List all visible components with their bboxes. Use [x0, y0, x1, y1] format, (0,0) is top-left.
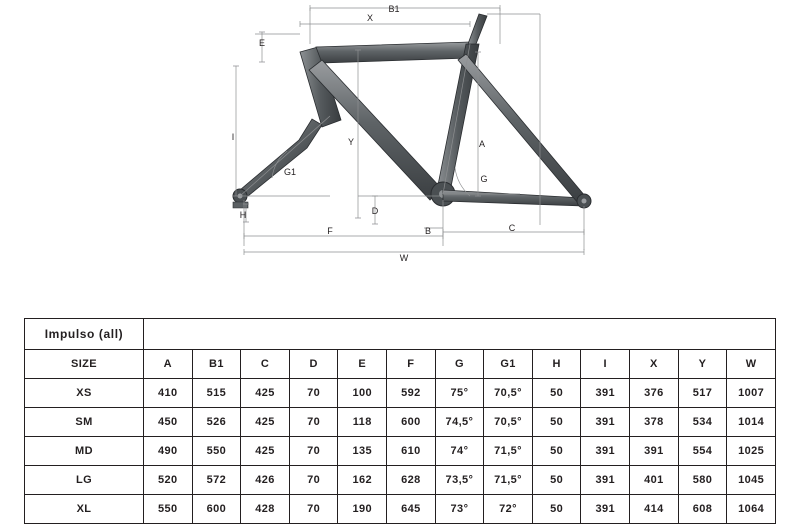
- measure-cell: 526: [192, 408, 241, 437]
- measure-cell: 190: [338, 495, 387, 524]
- label-I: I: [231, 132, 235, 142]
- size-cell: LG: [25, 466, 144, 495]
- measure-cell: 1014: [727, 408, 776, 437]
- measure-cell: 72°: [484, 495, 533, 524]
- measure-cell: 425: [241, 379, 290, 408]
- size-cell: SM: [25, 408, 144, 437]
- column-header: E: [338, 350, 387, 379]
- measure-cell: 554: [678, 437, 727, 466]
- measure-cell: 600: [192, 495, 241, 524]
- column-header: B1: [192, 350, 241, 379]
- measure-cell: 628: [387, 466, 436, 495]
- measure-cell: 425: [241, 437, 290, 466]
- column-header: Y: [678, 350, 727, 379]
- measure-cell: 391: [581, 466, 630, 495]
- measure-cell: 450: [144, 408, 193, 437]
- frame-tubes: [233, 14, 591, 208]
- table-row: [25, 437, 776, 466]
- measure-cell: 378: [630, 408, 679, 437]
- column-header: C: [241, 350, 290, 379]
- measure-cell: 50: [532, 466, 581, 495]
- measure-cell: 592: [387, 379, 436, 408]
- measure-cell: 70,5°: [484, 408, 533, 437]
- measure-cell: 401: [630, 466, 679, 495]
- measure-cell: 162: [338, 466, 387, 495]
- measure-cell: 70: [289, 495, 338, 524]
- measure-cell: 645: [387, 495, 436, 524]
- table-header-row: [25, 350, 776, 379]
- column-header: G1: [484, 350, 533, 379]
- column-header: H: [532, 350, 581, 379]
- measure-cell: 391: [581, 437, 630, 466]
- column-header: I: [581, 350, 630, 379]
- table-row: [25, 408, 776, 437]
- measure-cell: 135: [338, 437, 387, 466]
- measure-cell: 50: [532, 408, 581, 437]
- measure-cell: 74,5°: [435, 408, 484, 437]
- measure-cell: 580: [678, 466, 727, 495]
- column-header: A: [144, 350, 193, 379]
- geometry-table-container: [24, 318, 776, 524]
- label-B1: B1: [388, 4, 400, 14]
- label-A: A: [478, 139, 486, 149]
- measure-cell: 515: [192, 379, 241, 408]
- label-W: W: [399, 253, 409, 263]
- table-row: [25, 379, 776, 408]
- column-header: D: [289, 350, 338, 379]
- measure-cell: 75°: [435, 379, 484, 408]
- measure-cell: 426: [241, 466, 290, 495]
- measure-cell: 100: [338, 379, 387, 408]
- label-E: E: [258, 38, 266, 48]
- measure-cell: 572: [192, 466, 241, 495]
- size-cell: XS: [25, 379, 144, 408]
- measure-cell: 600: [387, 408, 436, 437]
- measure-cell: 50: [532, 437, 581, 466]
- measure-cell: 70: [289, 408, 338, 437]
- measure-cell: 391: [581, 495, 630, 524]
- measure-cell: 50: [532, 495, 581, 524]
- label-Y: Y: [347, 137, 355, 147]
- measure-cell: 71,5°: [484, 437, 533, 466]
- measure-cell: 70: [289, 437, 338, 466]
- table-row: [25, 466, 776, 495]
- measure-cell: 425: [241, 408, 290, 437]
- measure-cell: 70: [289, 379, 338, 408]
- measure-cell: 391: [581, 379, 630, 408]
- measure-cell: 74°: [435, 437, 484, 466]
- measure-cell: 490: [144, 437, 193, 466]
- measure-cell: 608: [678, 495, 727, 524]
- measure-cell: 70: [289, 466, 338, 495]
- measure-cell: 391: [581, 408, 630, 437]
- measure-cell: 517: [678, 379, 727, 408]
- measure-cell: 428: [241, 495, 290, 524]
- label-G1: G1: [283, 167, 297, 177]
- label-X: X: [366, 13, 374, 23]
- measure-cell: 1045: [727, 466, 776, 495]
- table-row: [25, 495, 776, 524]
- label-G: G: [480, 174, 488, 184]
- label-B: B: [424, 226, 432, 236]
- label-C: C: [508, 223, 516, 233]
- label-F: F: [327, 226, 333, 236]
- measure-cell: 410: [144, 379, 193, 408]
- measure-cell: 414: [630, 495, 679, 524]
- label-D: D: [371, 206, 379, 216]
- measure-cell: 550: [192, 437, 241, 466]
- measure-cell: 534: [678, 408, 727, 437]
- measure-cell: 391: [630, 437, 679, 466]
- measure-cell: 50: [532, 379, 581, 408]
- table-title-row: [25, 319, 776, 350]
- measure-cell: 70,5°: [484, 379, 533, 408]
- size-cell: XL: [25, 495, 144, 524]
- column-header: SIZE: [25, 350, 144, 379]
- label-H: H: [239, 210, 247, 220]
- column-header: W: [727, 350, 776, 379]
- measure-cell: 71,5°: [484, 466, 533, 495]
- measure-cell: 376: [630, 379, 679, 408]
- measure-cell: 73,5°: [435, 466, 484, 495]
- size-cell: MD: [25, 437, 144, 466]
- measure-cell: 1007: [727, 379, 776, 408]
- measure-cell: 550: [144, 495, 193, 524]
- measure-cell: 1025: [727, 437, 776, 466]
- measure-cell: 73°: [435, 495, 484, 524]
- measure-cell: 520: [144, 466, 193, 495]
- column-header: G: [435, 350, 484, 379]
- measure-cell: 118: [338, 408, 387, 437]
- table-title: Impulso (all): [25, 319, 144, 350]
- geometry-table: [24, 318, 776, 524]
- dimension-lines: [233, 5, 584, 255]
- column-header: F: [387, 350, 436, 379]
- column-header: X: [630, 350, 679, 379]
- measure-cell: 1064: [727, 495, 776, 524]
- table-title-blank: [144, 319, 776, 350]
- measure-cell: 610: [387, 437, 436, 466]
